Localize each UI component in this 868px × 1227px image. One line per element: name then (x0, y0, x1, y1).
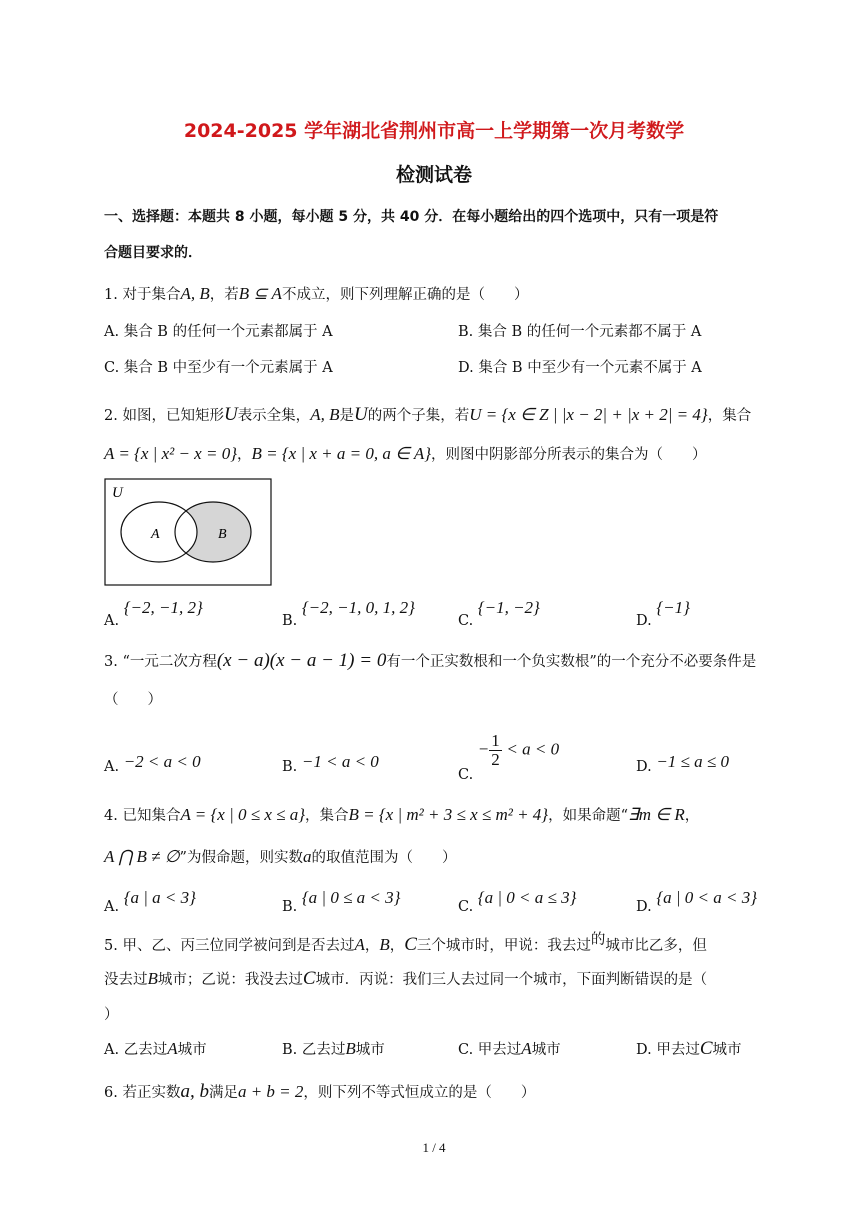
q3-option-d: D. −1 ≤ a ≤ 0 (636, 752, 729, 775)
q4-text-c: ，如果命题“ (548, 808, 629, 824)
question-2-stem-line2 (104, 443, 707, 464)
question-5-line2 (104, 968, 707, 990)
q1-sets: A, B (180, 284, 210, 303)
q4-text-d: ， (684, 808, 700, 824)
section-intro-line2: 合题目要求的． (104, 245, 202, 261)
q3-option-b: B. −1 < a < 0 (282, 752, 379, 775)
q4-option-b: B. {a | 0 ≤ a < 3} (282, 888, 401, 915)
question-5-line3: ） (104, 1007, 119, 1023)
q2-B-definition: B = {x | x + a = 0, a ∈ A} (251, 444, 432, 463)
q5-city-b: B (379, 935, 390, 954)
q5-text-e: 城市；乙说：我没去过 (157, 972, 303, 988)
q2-option-c: C. {−1, −2} (458, 598, 540, 629)
q2-sep: ， (237, 447, 252, 463)
question-6-stem (104, 1081, 535, 1103)
q5-option-d: D. 甲去过C城市 (636, 1038, 742, 1059)
q6-condition: a + b = 2 (237, 1082, 304, 1101)
q3-option-a: A. −2 < a < 0 (104, 752, 201, 775)
q4-text-b: ，集合 (305, 808, 349, 824)
q3-option-c: C. − $\frac{1}{2}$ < a < 0 (458, 731, 560, 783)
section-intro-line1: 一、选择题：本题共 8 小题，每小题 5 分，共 40 分．在每小题给出的四个选项中，只有一项是符 (104, 209, 719, 225)
q2-U2: U (353, 404, 368, 425)
question-5-line1 (104, 934, 707, 956)
q1-option-c: C. 集合 B 中至少有一个元素属于 A (104, 360, 333, 376)
q2-option-d: D. {−1} (636, 598, 690, 629)
q4-text-a: 4. 已知集合 (104, 808, 181, 824)
q1-text-c: 不成立，则下列理解正确的是（ ） (281, 287, 529, 303)
q1-text-b: ，若 (209, 287, 239, 303)
q5-text-b: 三个城市时，甲说：我去过 (416, 938, 591, 954)
q4-text-e: ”为假命题，则实数 (179, 850, 303, 866)
venn-diagram (104, 478, 274, 588)
q4-option-d: D. {a | 0 < a < 3} (636, 888, 758, 915)
venn-label-u: U (112, 485, 123, 501)
q4-proposition-exists: ∃m ∈ R (628, 805, 685, 824)
q2-text-b: 表示全集， (237, 408, 311, 424)
q5-text-c: 城市比乙多，但 (605, 938, 707, 954)
venn-label-a: A (151, 527, 160, 542)
q2-U: U (223, 404, 238, 425)
question-3-stem (104, 650, 756, 672)
q2-A-definition: A = {x | x² − x = 0} (104, 444, 237, 463)
venn-label-b: B (218, 527, 227, 542)
q2-AB: A, B (310, 405, 340, 424)
q2-option-b: B. {−2, −1, 0, 1, 2} (282, 598, 415, 629)
question-4-stem-line2 (104, 846, 456, 867)
q4-option-c: C. {a | 0 < a ≤ 3} (458, 888, 577, 915)
q1-condition: B ⊆ A (238, 284, 282, 303)
q4-A-definition: A = {x | 0 ≤ x ≤ a} (180, 805, 306, 824)
question-3-stem-line2: （ ） (104, 692, 162, 708)
q5-option-a: A. 乙去过A城市 (104, 1039, 207, 1058)
q3-equation: (x − a)(x − a − 1) = 0 (216, 650, 387, 671)
q2-text-a: 2. 如图，已知矩形 (104, 408, 224, 424)
q3-text-b: 有一个正实数根和一个负实数根”的一个充分不必要条件是 (386, 654, 757, 670)
q5-option-b: B. 乙去过B城市 (282, 1039, 385, 1058)
question-1-stem (104, 283, 528, 304)
q5-text-f: 城市．丙说：我们三人去过同一个城市，下面判断错误的是（ (315, 972, 708, 988)
q1-option-d: D. 集合 B 中至少有一个元素不属于 A (458, 360, 702, 376)
q2-text-d: 的两个子集，若 (367, 408, 470, 424)
q1-text-a: 1. 对于集合 (104, 287, 181, 303)
q5-city-c: C (404, 934, 417, 955)
question-2-stem-line1 (104, 404, 751, 426)
exam-title: 2024-2025 学年湖北省荆州市高一上学期第一次月考数学 (183, 120, 685, 142)
q1-option-a: A. 集合 B 的任何一个元素都属于 A (104, 324, 333, 340)
q6-text-a: 6. 若正实数 (104, 1085, 181, 1101)
q1-option-b: B. 集合 B 的任何一个元素都不属于 A (458, 324, 702, 340)
q2-U-definition: U = {x ∈ Z | |x − 2| + |x + 2| = 4} (469, 405, 708, 424)
q5-city-b2: B (147, 969, 158, 988)
q4-var-a: a (302, 847, 312, 866)
q2-text-c: 是 (339, 408, 354, 424)
exam-subtitle: 检测试卷 (395, 164, 472, 186)
q5-city-a: A (354, 935, 365, 954)
q5-sep2: ， (389, 938, 405, 954)
q2-option-a: A. {−2, −1, 2} (104, 598, 203, 629)
q2-text-f: ，则图中阴影部分所表示的集合为（ ） (431, 447, 707, 463)
q5-text-de: 的 (590, 932, 606, 948)
q2-text-e: ，集合 (707, 408, 752, 424)
q5-text-a: 5. 甲、乙、丙三位同学被问到是否去过 (104, 938, 355, 954)
q3-text-a: 3. “一元二次方程 (104, 654, 217, 670)
page-number: 1 / 4 (422, 1140, 446, 1155)
q4-text-f: 的取值范围为（ ） (311, 850, 457, 866)
q4-B-definition: B = {x | m² + 3 ≤ x ≤ m² + 4} (348, 805, 549, 824)
q6-text-c: ，则下列不等式恒成立的是（ ） (303, 1085, 536, 1101)
q6-vars: a, b (180, 1081, 209, 1102)
q6-text-b: 满足 (208, 1085, 238, 1101)
q5-option-c: C. 甲去过A城市 (458, 1039, 561, 1058)
q4-option-a: A. {a | a < 3} (104, 888, 196, 915)
q4-proposition-intersection: A ⋂ B ≠ ∅ (104, 847, 180, 866)
q5-city-c2: C (302, 968, 316, 989)
question-4-stem-line1 (104, 804, 699, 825)
q5-text-d: 没去过 (104, 972, 148, 988)
q5-sep1: ， (364, 938, 380, 954)
